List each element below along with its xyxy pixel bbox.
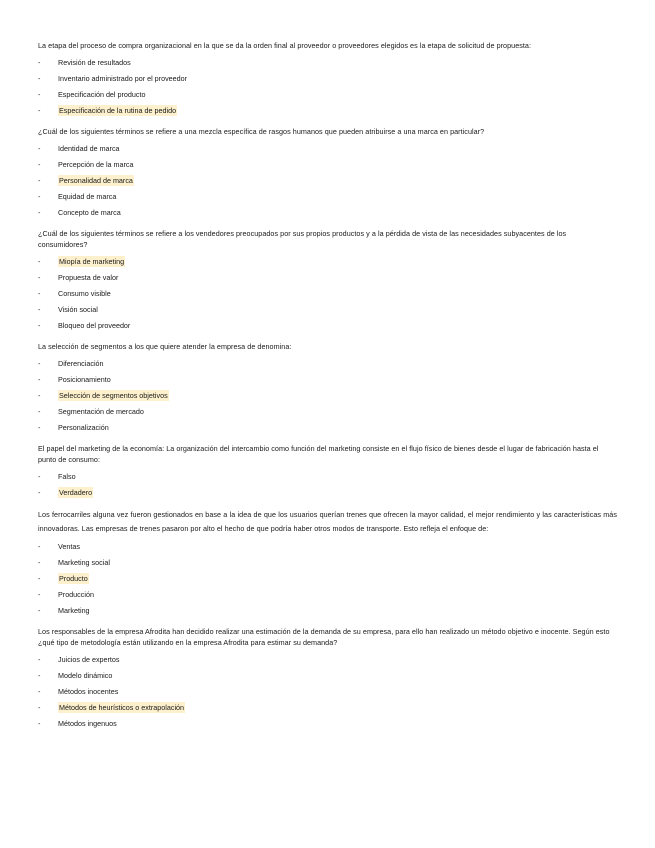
- option-item-highlighted: [38, 571, 617, 587]
- option-label: Consumo visible: [58, 289, 111, 298]
- question-6: [38, 508, 617, 619]
- option-label: Visión social: [58, 305, 98, 314]
- question-text: Los ferrocarriles alguna vez fueron gestionados en base a la idea de que los usuarios querían trenes que ofrecen la mayor calidad, el mejor rendimiento y las características más innovadoras. Las empresas de trenes pasaron por alto el hecho de que podría haber otros modos de transporte. Esto refleja el enfoque de:: [38, 510, 617, 533]
- question-4: [38, 341, 617, 436]
- option-item: [38, 87, 617, 103]
- bullet-dash: -: [38, 74, 41, 83]
- option-item: [38, 420, 617, 436]
- option-item-highlighted: [38, 700, 617, 716]
- option-item: [38, 318, 617, 334]
- bullet-dash: -: [38, 208, 41, 217]
- option-item: [38, 205, 617, 221]
- bullet-dash: -: [38, 590, 41, 599]
- option-label: Concepto de marca: [58, 208, 121, 217]
- option-item: [38, 356, 617, 372]
- option-item: [38, 539, 617, 555]
- option-item-highlighted: [38, 485, 617, 501]
- option-label-highlighted: Producto: [59, 574, 88, 583]
- option-label: Marketing: [58, 606, 90, 615]
- option-item: [38, 668, 617, 684]
- option-list: [38, 55, 617, 119]
- bullet-dash: -: [38, 257, 41, 266]
- option-label: Especificación del producto: [58, 90, 146, 99]
- option-item-highlighted: [38, 388, 617, 404]
- bullet-dash: -: [38, 192, 41, 201]
- option-label: Métodos ingenuos: [58, 719, 117, 728]
- bullet-dash: -: [38, 144, 41, 153]
- bullet-dash: -: [38, 719, 41, 728]
- option-item: [38, 603, 617, 619]
- option-item: [38, 716, 617, 732]
- option-label: Ventas: [58, 542, 80, 551]
- option-item: [38, 587, 617, 603]
- option-item-highlighted: [38, 103, 617, 119]
- option-item: [38, 286, 617, 302]
- option-label: Personalización: [58, 423, 109, 432]
- question-5: [38, 443, 617, 501]
- option-item: [38, 141, 617, 157]
- bullet-dash: -: [38, 58, 41, 67]
- option-list: [38, 254, 617, 334]
- bullet-dash: -: [38, 687, 41, 696]
- option-list: [38, 652, 617, 732]
- option-label: Modelo dinámico: [58, 671, 113, 680]
- option-item: [38, 302, 617, 318]
- option-label-highlighted: Verdadero: [59, 488, 93, 497]
- option-label: Identidad de marca: [58, 144, 120, 153]
- option-label: Bloqueo del proveedor: [58, 321, 131, 330]
- question-text: Los responsables de la empresa Afrodita han decidido realizar una estimación de la demanda de su empresa, para ello han realizado un método objetivo e inocente. Según esto ¿qué tipo de metodología están utilizando en la empresa Afrodita para estimar su demanda?: [38, 627, 610, 647]
- option-item: [38, 372, 617, 388]
- option-label: Producción: [58, 590, 94, 599]
- question-3: [38, 228, 617, 334]
- bullet-dash: -: [38, 273, 41, 282]
- option-label: Propuesta de valor: [58, 273, 119, 282]
- bullet-dash: -: [38, 106, 41, 115]
- option-label-highlighted: Selección de segmentos objetivos: [59, 391, 168, 400]
- option-item-highlighted: [38, 254, 617, 270]
- bullet-dash: -: [38, 558, 41, 567]
- question-1: [38, 40, 617, 119]
- option-label: Inventario administrado por el proveedor: [58, 74, 188, 83]
- option-label-highlighted: Personalidad de marca: [59, 176, 133, 185]
- bullet-dash: -: [38, 305, 41, 314]
- bullet-dash: -: [38, 391, 41, 400]
- bullet-dash: -: [38, 671, 41, 680]
- question-7: [38, 626, 617, 732]
- question-text: ¿Cuál de los siguientes términos se refiere a una mezcla específica de rasgos humanos que pueden atribuirse a una marca en particular?: [38, 127, 485, 136]
- option-item: [38, 71, 617, 87]
- option-label: Diferenciación: [58, 359, 104, 368]
- option-item: [38, 555, 617, 571]
- bullet-dash: -: [38, 321, 41, 330]
- option-label-highlighted: Especificación de la rutina de pedido: [59, 106, 177, 115]
- option-label: Segmentación de mercado: [58, 407, 144, 416]
- bullet-dash: -: [38, 488, 41, 497]
- bullet-dash: -: [38, 423, 41, 432]
- question-text: La selección de segmentos a los que quiere atender la empresa de denomina:: [38, 342, 292, 351]
- bullet-dash: -: [38, 703, 41, 712]
- option-item: [38, 270, 617, 286]
- bullet-dash: -: [38, 90, 41, 99]
- question-2: [38, 126, 617, 221]
- bullet-dash: -: [38, 472, 41, 481]
- bullet-dash: -: [38, 160, 41, 169]
- option-item: [38, 652, 617, 668]
- option-item: [38, 404, 617, 420]
- option-label: Métodos inocentes: [58, 687, 119, 696]
- bullet-dash: -: [38, 655, 41, 664]
- bullet-dash: -: [38, 359, 41, 368]
- option-list: [38, 539, 617, 619]
- option-label: Juicios de expertos: [58, 655, 120, 664]
- option-list: [38, 356, 617, 436]
- option-label: Equidad de marca: [58, 192, 117, 201]
- bullet-dash: -: [38, 542, 41, 551]
- option-label: Marketing social: [58, 558, 110, 567]
- bullet-dash: -: [38, 289, 41, 298]
- option-label-highlighted: Métodos de heurísticos o extrapolación: [59, 703, 185, 712]
- option-item: [38, 55, 617, 71]
- option-label: Revisión de resultados: [58, 58, 131, 67]
- option-label: Percepción de la marca: [58, 160, 134, 169]
- question-text: La etapa del proceso de compra organizacional en la que se da la orden final al proveedor o proveedores elegidos es la etapa de solicitud de propuesta:: [38, 41, 532, 50]
- option-item-highlighted: [38, 173, 617, 189]
- option-item: [38, 684, 617, 700]
- option-item: [38, 157, 617, 173]
- bullet-dash: -: [38, 606, 41, 615]
- option-label: Falso: [58, 472, 76, 481]
- option-list: [38, 469, 617, 501]
- bullet-dash: -: [38, 375, 41, 384]
- bullet-dash: -: [38, 574, 41, 583]
- option-list: [38, 141, 617, 221]
- option-label-highlighted: Miopía de marketing: [59, 257, 125, 266]
- question-text: ¿Cuál de los siguientes términos se refiere a los vendedores preocupados por sus propios productos y a la pérdida de vista de las necesidades subyacentes de los consumidores?: [38, 229, 567, 249]
- option-item: [38, 189, 617, 205]
- bullet-dash: -: [38, 407, 41, 416]
- option-label: Posicionamiento: [58, 375, 111, 384]
- question-text: El papel del marketing de la economía: La organización del intercambio como función del marketing consiste en el flujo físico de bienes desde el lugar de fabricación hasta el punto de consumo:: [38, 444, 599, 464]
- option-item: [38, 469, 617, 485]
- bullet-dash: -: [38, 176, 41, 185]
